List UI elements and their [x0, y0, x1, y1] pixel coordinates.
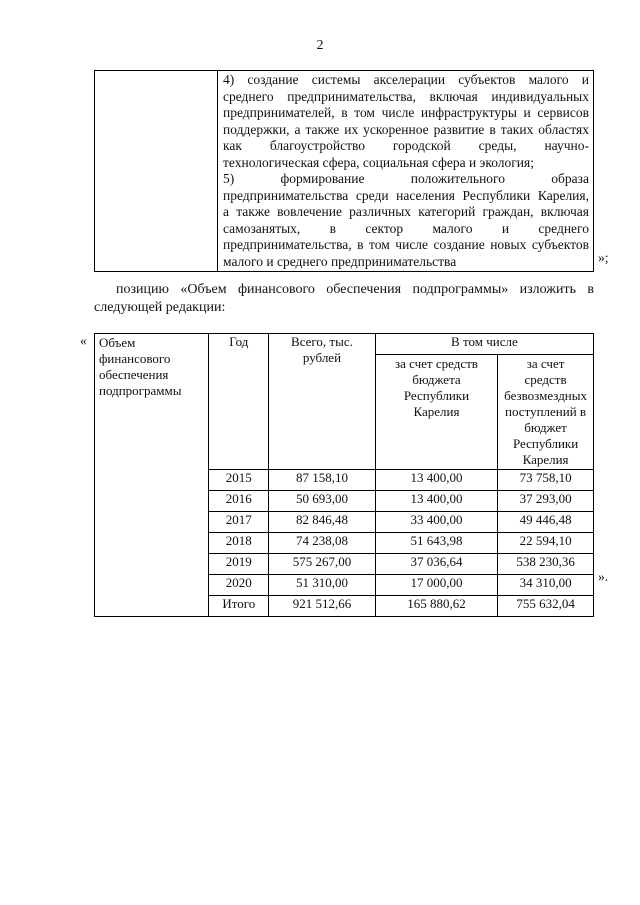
- tasks-line: поддержки, а также их ускоренное развитие в таких областях: [223, 121, 589, 137]
- header-total: Всего, тыс. рублей: [269, 334, 376, 470]
- header-year: Год: [209, 334, 269, 470]
- year-cell: 2017: [209, 512, 269, 533]
- opening-quote: «: [80, 333, 87, 348]
- year-cell: 2019: [209, 554, 269, 575]
- year-cell: 2016: [209, 491, 269, 512]
- header-group: В том числе: [375, 334, 593, 355]
- year-cell: 2020: [209, 575, 269, 596]
- year-cell: 2015: [209, 470, 269, 491]
- total-cell: 50 693,00: [269, 491, 376, 512]
- tasks-line: предпринимательства, в том числе создание новых субъектов: [223, 237, 589, 252]
- budget-cell: 165 880,62: [375, 596, 497, 617]
- header-grants: за счет средств безвозмездных поступлений в бюджет Республики Карелия: [498, 355, 594, 470]
- grants-cell: 538 230,36: [498, 554, 594, 575]
- subprogram-tasks-table: [94, 70, 594, 272]
- year-cell: 2018: [209, 533, 269, 554]
- total-cell: 87 158,10: [269, 470, 376, 491]
- year-cell: Итого: [209, 596, 269, 617]
- tasks-line: самозанятых, в сектор малого и среднего: [223, 220, 589, 236]
- budget-cell: 33 400,00: [375, 512, 497, 533]
- total-cell: 82 846,48: [269, 512, 376, 533]
- closing-quote-end: ».: [598, 569, 609, 584]
- closing-quote: »;: [598, 250, 609, 265]
- finance-table: [94, 333, 594, 617]
- budget-cell: 13 400,00: [375, 491, 497, 512]
- paragraph-line: следующей редакции:: [94, 300, 226, 315]
- page-number: 2: [316, 38, 324, 53]
- grants-cell: 34 310,00: [498, 575, 594, 596]
- grants-cell: 22 594,10: [498, 533, 594, 554]
- budget-cell: 13 400,00: [375, 470, 497, 491]
- tasks-line: 5) формирование положительного образа: [223, 171, 589, 186]
- tasks-line: технологическая сфера, социальная сфера и экология;: [223, 154, 534, 170]
- header-budget: за счет средств бюджета Республики Карелия: [375, 355, 497, 470]
- total-cell: 921 512,66: [269, 596, 376, 617]
- total-cell: 74 238,08: [269, 533, 376, 554]
- budget-cell: 51 643,98: [375, 533, 497, 554]
- budget-cell: 17 000,00: [375, 575, 497, 596]
- grants-cell: 755 632,04: [498, 596, 594, 617]
- tasks-line: малого и среднего предпринимательства: [223, 253, 457, 269]
- tasks-text-cell: [218, 71, 594, 272]
- tasks-line: среднего предпринимательства, включая индивидуальных: [223, 88, 589, 104]
- empty-label-cell: [95, 71, 218, 272]
- tasks-line: а также вовлечение различных категорий граждан, включая: [223, 204, 589, 219]
- tasks-line: как благоустройство городской среды, научно-: [223, 138, 589, 153]
- tasks-line: предпринимательства среди населения Республики Карелия,: [223, 187, 589, 203]
- amendment-paragraph: [94, 281, 594, 317]
- budget-cell: 37 036,64: [375, 554, 497, 575]
- total-cell: 51 310,00: [269, 575, 376, 596]
- grants-cell: 73 758,10: [498, 470, 594, 491]
- tasks-line: предпринимателей, в том числе инфраструктуры и сервисов: [223, 105, 589, 120]
- paragraph-line: позицию «Объем финансового обеспечения подпрограммы» изложить в: [116, 282, 594, 297]
- row-label: Объем финансового обеспечения подпрограммы: [95, 334, 209, 617]
- grants-cell: 37 293,00: [498, 491, 594, 512]
- grants-cell: 49 446,48: [498, 512, 594, 533]
- total-cell: 575 267,00: [269, 554, 376, 575]
- tasks-line: 4) создание системы акселерации субъектов малого и: [223, 72, 589, 87]
